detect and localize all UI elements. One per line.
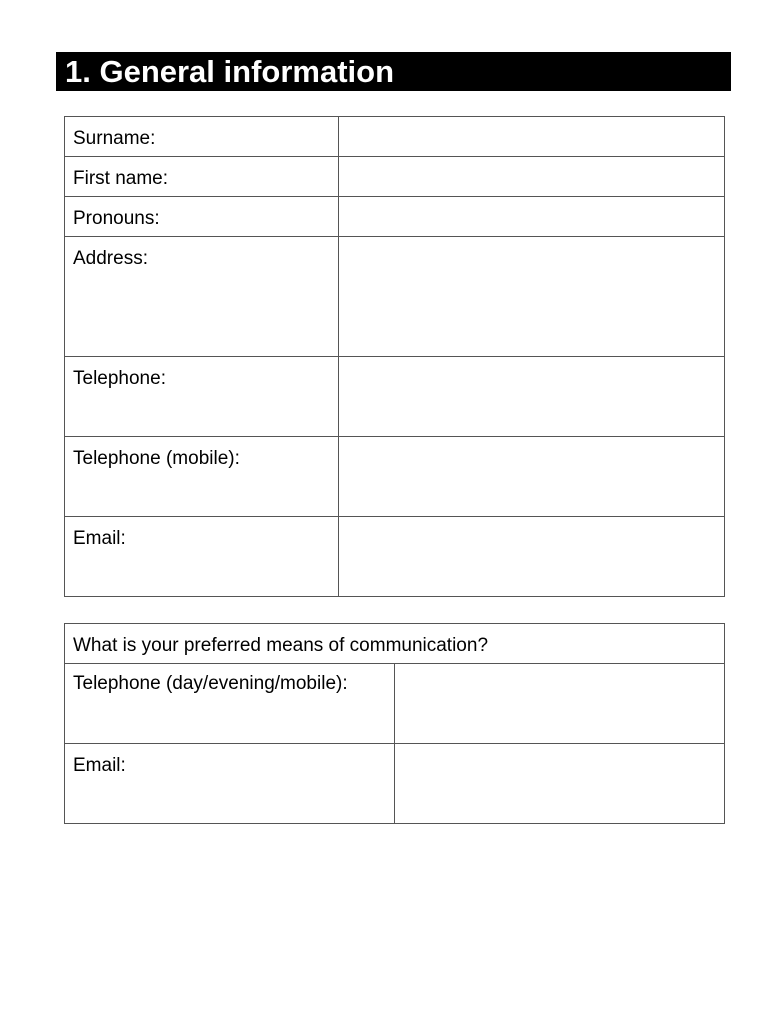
surname-label: Surname: [65, 117, 339, 157]
telephone-mobile-row [65, 437, 725, 517]
communication-question: What is your preferred means of communication? [65, 624, 725, 664]
section-title: 1. General information [56, 52, 731, 91]
telephone-field-cell [339, 357, 725, 437]
communication-preference-table [64, 623, 725, 824]
pronouns-row [65, 197, 725, 237]
telephone-row [65, 357, 725, 437]
preferred-telephone-field-cell [395, 664, 725, 744]
email-label: Email: [65, 517, 339, 597]
communication-question-row [65, 624, 725, 664]
first-name-row [65, 157, 725, 197]
telephone-mobile-input[interactable] [339, 437, 724, 516]
address-row [65, 237, 725, 357]
pronouns-input[interactable] [339, 197, 724, 235]
preferred-email-input[interactable] [395, 744, 724, 823]
pronouns-label: Pronouns: [65, 197, 339, 237]
first-name-label: First name: [65, 157, 339, 197]
first-name-input[interactable] [339, 157, 724, 195]
first-name-field-cell [339, 157, 725, 197]
email-row [65, 517, 725, 597]
telephone-input[interactable] [339, 357, 724, 436]
pronouns-field-cell [339, 197, 725, 237]
preferred-email-label: Email: [65, 744, 395, 824]
telephone-mobile-field-cell [339, 437, 725, 517]
preferred-email-row [65, 744, 725, 824]
preferred-telephone-input[interactable] [395, 664, 724, 743]
address-label: Address: [65, 237, 339, 357]
preferred-email-field-cell [395, 744, 725, 824]
preferred-telephone-label: Telephone (day/evening/mobile): [65, 664, 395, 744]
surname-row [65, 117, 725, 157]
preferred-telephone-row [65, 664, 725, 744]
telephone-mobile-label: Telephone (mobile): [65, 437, 339, 517]
telephone-label: Telephone: [65, 357, 339, 437]
email-field-cell [339, 517, 725, 597]
surname-field-cell [339, 117, 725, 157]
general-information-table [64, 116, 725, 597]
address-input[interactable] [339, 237, 724, 356]
surname-input[interactable] [339, 117, 724, 155]
address-field-cell [339, 237, 725, 357]
email-input[interactable] [339, 517, 724, 596]
